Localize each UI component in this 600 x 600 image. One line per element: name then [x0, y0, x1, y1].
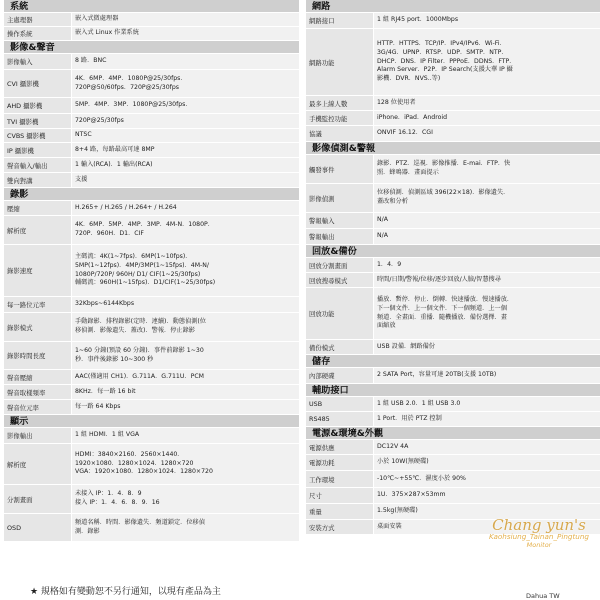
spec-value: HDMI：3840×2160．2560×1440． 1920×1080．1280×1024．1280×720 VGA：1920×1080．1280×1024．1280×720 [72, 444, 299, 484]
spec-label: 網路功能 [306, 29, 374, 95]
spec-row [306, 111, 600, 126]
spec-label: USB [306, 397, 374, 411]
spec-row [306, 155, 600, 184]
spec-label: 聲音位元率 [4, 400, 72, 414]
spec-label: 主處理器 [4, 13, 72, 26]
spec-value: 5MP．4MP．3MP．1080P@25/30fps． [72, 98, 299, 113]
spec-value: -10℃~+55℃．濕度小於 90% [374, 471, 600, 487]
spec-label: TVI 攝影機 [4, 114, 72, 128]
spec-row [306, 340, 600, 355]
spec-label: 協議 [306, 126, 374, 141]
spec-label: CVI 攝影機 [4, 70, 72, 97]
spec-value: H.265+ / H.265 / H.264+ / H.264 [72, 201, 299, 215]
spec-label: 網路接口 [306, 13, 374, 28]
section-heading: 系統 [4, 0, 299, 13]
spec-label: 回放分割畫面 [306, 258, 374, 272]
spec-row [306, 229, 600, 245]
spec-label: 內部硬碟 [306, 368, 374, 383]
section-heading: 儲存 [306, 355, 600, 368]
footnote: ★ 規格如有變動恕不另行通知，以現有產品為主 [30, 587, 221, 597]
spec-label: 電源供應 [306, 440, 374, 454]
watermark-title: Chang yun's [492, 516, 586, 534]
spec-row [4, 485, 299, 514]
spec-value: 4K．6MP．5MP．4MP．3MP．4M-N．1080P． 720P．960H．D1．CIF [72, 216, 299, 244]
spec-value: USB 設備．網路備份 [374, 340, 600, 354]
section-heading: 網路 [306, 0, 600, 13]
spec-value: NTSC [72, 129, 299, 142]
right-spec-column [306, 0, 600, 535]
spec-label: 尺寸 [306, 488, 374, 503]
watermark-subtitle: Kaohsiung_Tainan_Pingtung [489, 532, 589, 541]
spec-value: 支援 [72, 173, 299, 187]
spec-label: 影像輸入 [4, 54, 72, 69]
spec-row [306, 440, 600, 455]
left-spec-column [4, 0, 299, 542]
spec-row [4, 201, 299, 216]
section-heading: 影像&聲音 [4, 41, 299, 54]
spec-label: 警報輸出 [306, 229, 374, 244]
spec-row [4, 428, 299, 444]
spec-row [4, 342, 299, 370]
spec-label: 錄影時間長度 [4, 342, 72, 369]
spec-row [4, 13, 299, 27]
spec-value: HTTP．HTTPS．TCP/IP．IPv4/IPv6．Wi-Fi． 3G/4G．UPNP．RTSP．UDP．SMTP．NTP． DHCP．DNS．IP Filter．PPPoE．DDNS．FTP． Alarm Server．P2P．IP Search(支援大華 IP 攝 影機．DVR．NVS..等) [374, 29, 600, 95]
spec-row [4, 173, 299, 188]
spec-value: 位移偵測．偵測區域 396(22×18)．影像遺失． 蓋改和分析 [374, 184, 600, 212]
spec-value: 小於 10W(無硬碟) [374, 455, 600, 470]
spec-row [4, 216, 299, 245]
spec-value: ONVIF 16.12．CGI [374, 126, 600, 141]
spec-row [306, 213, 600, 229]
spec-value: 桌面安裝 [374, 520, 600, 534]
spec-value: 嵌入式微處理器 [72, 13, 299, 26]
spec-value: AAC(僅適用 CH1)．G.711A．G.711U．PCM [72, 370, 299, 384]
spec-value: 8KHz．每一路 16 bit [72, 385, 299, 399]
spec-label: AHD 攝影機 [4, 98, 72, 113]
watermark-logo [478, 516, 600, 600]
spec-value: 時間/日期/警報/位移/逐步回放/人臉/智慧搜尋 [374, 273, 600, 287]
spec-row [4, 313, 299, 342]
spec-label: 雙向對講 [4, 173, 72, 187]
spec-row [4, 129, 299, 143]
spec-value: 1U．375×287×53mm [374, 488, 600, 503]
spec-value: 1.5kg(無硬碟) [374, 504, 600, 519]
spec-label: 操作系統 [4, 27, 72, 40]
spec-label: 聲音取樣頻率 [4, 385, 72, 399]
spec-value: 8+4 路，每路最高可達 8MP [72, 143, 299, 157]
spec-value: 錄影．PTZ．巡視．影像推播．E-mai．FTP．快 照．蜂鳴器．畫面提示 [374, 155, 600, 183]
spec-row [306, 13, 600, 29]
spec-label: 回放搜尋模式 [306, 273, 374, 287]
spec-value: 1~60 分鐘(預設 60 分鐘)．事件前錄影 1~30 秒．事件後錄影 10~300 秒 [72, 342, 299, 369]
spec-row [306, 184, 600, 213]
spec-label: 聲音壓縮 [4, 370, 72, 384]
spec-label: 解析度 [4, 216, 72, 244]
spec-row [306, 412, 600, 427]
spec-value: 8 路．BNC [72, 54, 299, 69]
spec-value: DC12V 4A [374, 440, 600, 454]
spec-value: 32Kbps~6144Kbps [72, 297, 299, 312]
spec-row [306, 96, 600, 111]
spec-row [306, 273, 600, 288]
spec-value: 播放．暫停．停止．倒轉．快速播放．慢速播放． 下一個文件．上一個文件．下一個頻道．上一個 頻道．全畫面．重播．隨機播放．備份選擇．畫 面縮放 [374, 288, 600, 339]
spec-label: CVBS 攝影機 [4, 129, 72, 142]
spec-value: 128 位使用者 [374, 96, 600, 110]
spec-label: 影像輸出 [4, 428, 72, 443]
spec-value: 4K．6MP．4MP．1080P@25/30fps． 720P@50/60fps．720P@25/30fps [72, 70, 299, 97]
spec-value: iPhone．iPad．Android [374, 111, 600, 125]
spec-value: 1 Port．用於 PTZ 控制 [374, 412, 600, 426]
spec-row [4, 444, 299, 485]
section-heading: 顯示 [4, 415, 299, 428]
spec-label: 影像偵測 [306, 184, 374, 212]
spec-value: N/A [374, 229, 600, 244]
spec-value: 嵌入式 Linux 作業系統 [72, 27, 299, 40]
spec-value: 未接入 IP：1．4．8．9 接入 IP：1．4．6．8．9．16 [72, 485, 299, 513]
spec-label: 錄影模式 [4, 313, 72, 341]
spec-label: 警報輸入 [306, 213, 374, 228]
spec-value: 720P@25/30fps [72, 114, 299, 128]
spec-row [4, 27, 299, 41]
spec-row [4, 143, 299, 158]
spec-row [306, 455, 600, 471]
spec-value: 1 輸入(RCA)．1 輸出(RCA) [72, 158, 299, 172]
spec-row [4, 245, 299, 297]
spec-value: 頻道名稱．時間．影像遺失．頻道鎖定．位移偵 測．錄影 [72, 514, 299, 541]
spec-row [4, 297, 299, 313]
spec-label: 工作環境 [306, 471, 374, 487]
spec-label: 電源功耗 [306, 455, 374, 470]
spec-value: N/A [374, 213, 600, 228]
spec-row [306, 471, 600, 488]
spec-label: 回放功能 [306, 288, 374, 339]
spec-row [4, 70, 299, 98]
spec-label: 壓縮 [4, 201, 72, 215]
spec-label: 手機監控功能 [306, 111, 374, 125]
brand-mark: Dahua TW [526, 592, 560, 600]
spec-row [4, 54, 299, 70]
watermark-tagline: Monitor [526, 541, 552, 549]
spec-row [306, 488, 600, 504]
section-heading: 電源&環境&外觀 [306, 427, 600, 440]
spec-row [4, 114, 299, 129]
spec-row [4, 370, 299, 385]
spec-label: 錄影速度 [4, 245, 72, 296]
section-heading: 錄影 [4, 188, 299, 201]
spec-value: 1 組 USB 2.0．1 組 USB 3.0 [374, 397, 600, 411]
spec-label: IP 攝影機 [4, 143, 72, 157]
spec-label: 解析度 [4, 444, 72, 484]
spec-row [4, 158, 299, 173]
spec-value: 1 組 HDMI．1 組 VGA [72, 428, 299, 443]
spec-row [4, 98, 299, 114]
spec-label: 安裝方式 [306, 520, 374, 534]
spec-row [4, 400, 299, 415]
spec-row [306, 397, 600, 412]
spec-label: 分割畫面 [4, 485, 72, 513]
spec-label: 每一路位元率 [4, 297, 72, 312]
spec-value: 每一路 64 Kbps [72, 400, 299, 414]
spec-row [4, 514, 299, 542]
spec-row [306, 368, 600, 384]
spec-value: 手動錄影．排程錄影(定時．連續)．動態偵測(位 移偵測．影像遺失．蓋改)．警報．停止錄影 [72, 313, 299, 341]
spec-value: 主碼流：4K(1~7fps)．6MP(1~10fps)． 5MP(1~12fps)．4MP/3MP(1~15fps)．4M-N/ 1080P/720P/ 960H/ D1/ CIF(1~25/30fps) 輔碼流：960H(1~15fps)．D1/CIF(1~25/30fps) [72, 245, 299, 296]
spec-row [306, 29, 600, 96]
spec-label: RS485 [306, 412, 374, 426]
section-heading: 輔助接口 [306, 384, 600, 397]
spec-value: 2 SATA Port，容量可達 20TB(支援 10TB) [374, 368, 600, 383]
section-heading: 影像偵測&警報 [306, 142, 600, 155]
spec-label: OSD [4, 514, 72, 541]
spec-value: 1．4．9 [374, 258, 600, 272]
spec-label: 觸發事件 [306, 155, 374, 183]
spec-row [306, 126, 600, 142]
spec-label: 最多上線人數 [306, 96, 374, 110]
spec-row [306, 258, 600, 273]
spec-row [306, 288, 600, 340]
spec-label: 重量 [306, 504, 374, 519]
spec-label: 聲音輸入/輸出 [4, 158, 72, 172]
spec-row [4, 385, 299, 400]
section-heading: 回放&備份 [306, 245, 600, 258]
spec-label: 備份模式 [306, 340, 374, 354]
spec-value: 1 組 RJ45 port．1000Mbps [374, 13, 600, 28]
